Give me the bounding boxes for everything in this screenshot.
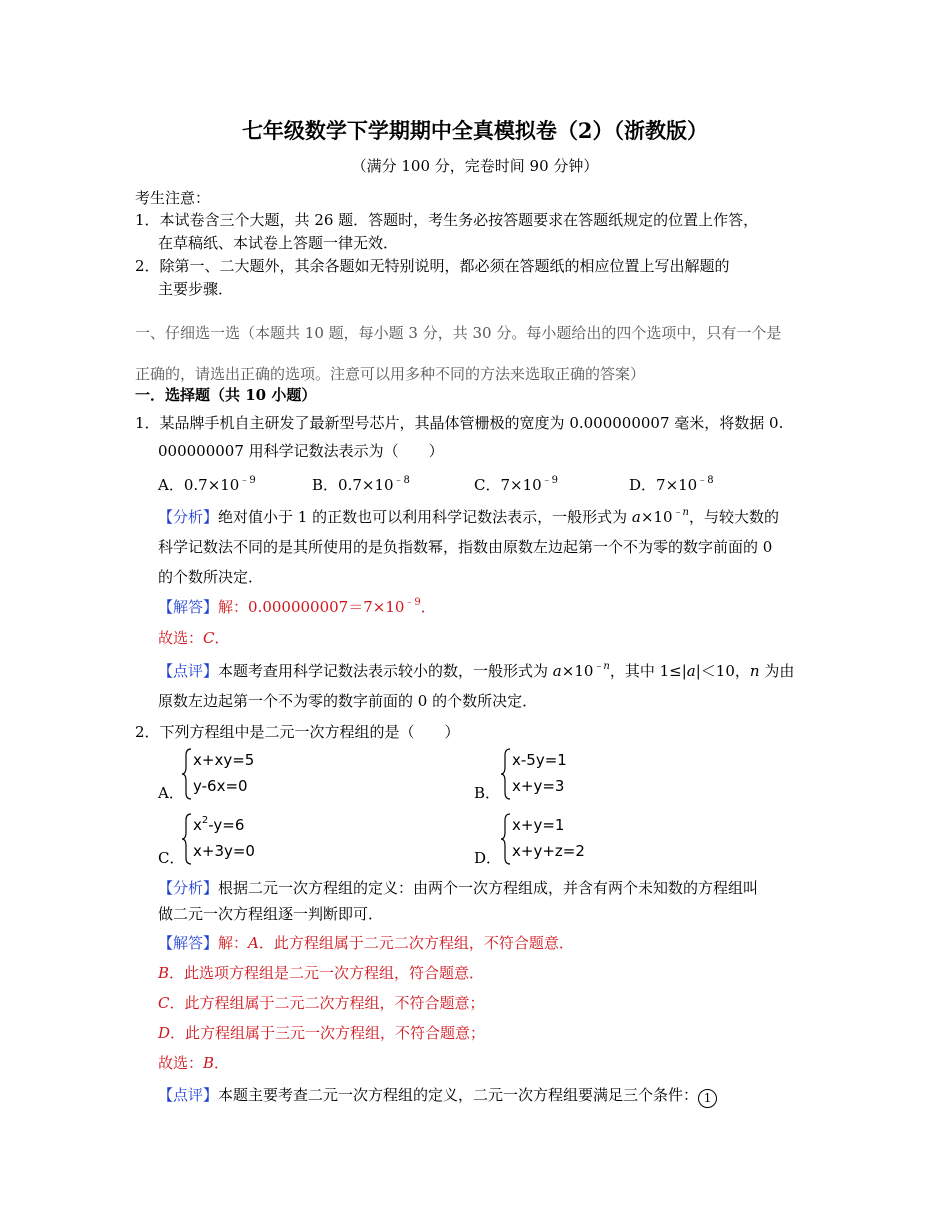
q1-comment-line-1: [158, 660, 794, 682]
q2-analysis-tag: 【分析】: [158, 879, 219, 897]
q1-option-c: [474, 474, 558, 496]
q2-option-b-eq1: x-5y=1: [512, 751, 567, 769]
q2-answer-prefix: 解：: [218, 934, 249, 952]
q1-analysis-line-2: 科学记数法不同的是其所使用的是负指数幂，指数由原数左边起第一个不为零的数字前面的 0: [158, 538, 773, 556]
q2-option-c-eq1-base: x: [193, 816, 202, 834]
q1-analysis-text-b: ×10: [640, 508, 673, 526]
q2-option-c-system: [181, 812, 301, 866]
q1-answer-exp: ﹣9: [404, 597, 421, 608]
q1-answer-tag: 【解答】: [158, 598, 219, 616]
notice-item-1-line-1: 1．本试卷含三个大题，共 26 题．答题时，考生务必按答题要求在答题纸规定的位置上作答，: [135, 211, 759, 229]
q2-answer-text-d: ．此方程组属于三元一次方程组，不符合题意；: [170, 1024, 486, 1042]
page-subtitle: （满分 100 分，完卷时间 90 分钟）: [351, 157, 599, 175]
q2-analysis-line-1: [158, 877, 758, 899]
notice-item-1-line-2: 在草稿纸、本试卷上答题一律无效．: [158, 234, 399, 252]
q2-answer-text-c: ．此方程组属于二元二次方程组，不符合题意；: [169, 994, 485, 1012]
q1-comment-var-n: n: [749, 662, 760, 680]
q1-option-b-base: B．0.7×10: [312, 476, 394, 494]
section-intro-line-1: 一、仔细选一选（本题共 10 题，每小题 3 分，共 30 分。每小题给出的四个选项中，只有一个是: [135, 324, 782, 342]
q1-comment-text-e: 为由: [759, 662, 795, 680]
q2-analysis-line-2: 做二元一次方程组逐一判断即可．: [158, 905, 384, 923]
q2-option-c-eq1-rest: -y=6: [208, 816, 245, 834]
q1-choice: [158, 627, 230, 649]
q1-analysis-var-a: a: [631, 508, 641, 526]
q1-choice-suffix: ．: [214, 629, 230, 647]
q1-comment-line-2: 原数左边起第一个不为零的数字前面的 0 的个数所决定．: [158, 692, 538, 710]
q1-option-c-exp: ﹣9: [541, 475, 559, 486]
q2-comment-tag: 【点评】: [158, 1086, 219, 1104]
q1-analysis-text-c: ，与较大数的: [688, 508, 779, 526]
q2-option-b-system: [500, 747, 620, 801]
q2-option-d-system: [500, 812, 620, 866]
q1-option-d: [629, 474, 714, 496]
q1-stem-line-2: 000000007 用科学记数法表示为（ ）: [158, 442, 444, 460]
q2-answer-letter-a: A: [248, 934, 259, 952]
left-brace-icon: [181, 747, 193, 801]
q2-answer-line-2: [158, 962, 484, 984]
notice-item-2-line-2: 主要步骤．: [158, 280, 234, 298]
q1-answer: [158, 596, 436, 618]
q1-option-b-exp: ﹣8: [393, 475, 410, 486]
q2-answer-letter-c: C: [158, 994, 170, 1012]
page-title: 七年级数学下学期期中全真模拟卷（2）（浙教版）: [241, 118, 709, 143]
q1-analysis-exp: ﹣n: [672, 507, 689, 518]
q2-answer-line-4: [158, 1022, 485, 1044]
q2-answer-line-1: [158, 932, 574, 954]
left-brace-icon: [181, 812, 193, 866]
notice-heading: 考生注意：: [135, 189, 211, 207]
q2-option-c-label: C．: [158, 849, 185, 867]
q1-choice-prefix: 故选：: [158, 629, 204, 647]
q1-comment-var-a: a: [552, 662, 562, 680]
q2-option-c-eq1: [193, 812, 244, 838]
q1-comment-tag: 【点评】: [158, 662, 219, 680]
q1-analysis-text-a: 绝对值小于 1 的正数也可以利用科学记数法表示，一般形式为: [218, 508, 632, 526]
q1-answer-text: 解：0.000000007＝7×10: [218, 598, 405, 616]
q1-option-a: [158, 474, 256, 496]
q2-analysis-text: 根据二元一次方程组的定义：由两个一次方程组成，并含有两个未知数的方程组叫: [218, 879, 759, 897]
q2-comment-line-1: [158, 1084, 717, 1108]
q1-analysis-line-1: [158, 506, 779, 528]
q2-choice-prefix: 故选：: [158, 1054, 204, 1072]
circled-number-icon: 1: [698, 1089, 717, 1108]
q2-stem: 2．下列方程组中是二元一次方程组的是（ ）: [135, 723, 460, 741]
left-brace-icon: [500, 747, 512, 801]
q1-option-d-base: D．7×10: [629, 476, 698, 494]
q1-comment-var-a2: a: [686, 662, 696, 680]
q1-option-b: [312, 474, 410, 496]
q1-option-d-exp: ﹣8: [697, 475, 714, 486]
notice-item-2-line-1: 2．除第一、二大题外，其余各题如无特别说明，都必须在答题纸的相应位置上写出解题的: [135, 257, 730, 275]
q1-analysis-line-3: 的个数所决定．: [158, 568, 264, 586]
q1-comment-text-b: ×10: [561, 662, 594, 680]
q2-option-a-system: [181, 747, 301, 801]
q2-comment-text: 本题主要考查二元一次方程组的定义，二元一次方程组要满足三个条件：: [218, 1086, 699, 1104]
q1-option-a-base: A．0.7×10: [158, 476, 240, 494]
q2-option-b-label: B．: [474, 784, 501, 802]
left-brace-icon: [500, 812, 512, 866]
q2-answer-text-b: ．此选项方程组是二元一次方程组，符合题意．: [169, 964, 485, 982]
q2-option-d-eq1: x+y=1: [512, 816, 565, 834]
q2-option-c-eq2: x+3y=0: [193, 842, 255, 860]
q2-option-d-label: D．: [474, 849, 502, 867]
q2-option-d-eq2: x+y+z=2: [512, 842, 585, 860]
q2-answer-tag: 【解答】: [158, 934, 219, 952]
section-intro-line-2: 正确的，请选出正确的选项。注意可以用多种不同的方法来选取正确的答案）: [135, 365, 646, 383]
q2-option-a-label: A．: [158, 784, 184, 802]
q2-choice-letter: B: [203, 1054, 215, 1072]
q1-stem-line-1: 1．某品牌手机自主研发了最新型号芯片，其晶体管栅极的宽度为 0.000000007 毫米，将数据 0.: [135, 414, 784, 432]
q2-answer-text-a: ．此方程组属于二元二次方程组，不符合题意．: [258, 934, 574, 952]
q2-choice: [158, 1052, 229, 1074]
q1-comment-exp: ﹣n: [593, 661, 610, 672]
q2-option-b-eq2: x+y=3: [512, 777, 565, 795]
q1-comment-text-d: |＜10，: [695, 662, 750, 680]
q1-comment-text-c: ，其中 1≤|: [609, 662, 687, 680]
q1-answer-end: ．: [420, 598, 436, 616]
q2-option-c-eq1-exp: 2: [201, 815, 209, 826]
q2-choice-suffix: ．: [214, 1054, 230, 1072]
q2-option-a-eq2: y-6x=0: [193, 777, 248, 795]
q1-analysis-tag: 【分析】: [158, 508, 219, 526]
q2-option-a-eq1: x+xy=5: [193, 751, 255, 769]
q2-answer-line-3: [158, 992, 485, 1014]
q1-comment-text-a: 本题考查用科学记数法表示较小的数，一般形式为: [218, 662, 553, 680]
q2-answer-letter-d: D: [158, 1024, 171, 1042]
q1-option-a-exp: ﹣9: [239, 475, 256, 486]
q1-choice-letter: C: [203, 629, 215, 647]
q2-answer-letter-b: B: [158, 964, 170, 982]
section-heading: 一．选择题（共 10 小题）: [135, 386, 317, 404]
q1-option-c-base: C．7×10: [474, 476, 542, 494]
